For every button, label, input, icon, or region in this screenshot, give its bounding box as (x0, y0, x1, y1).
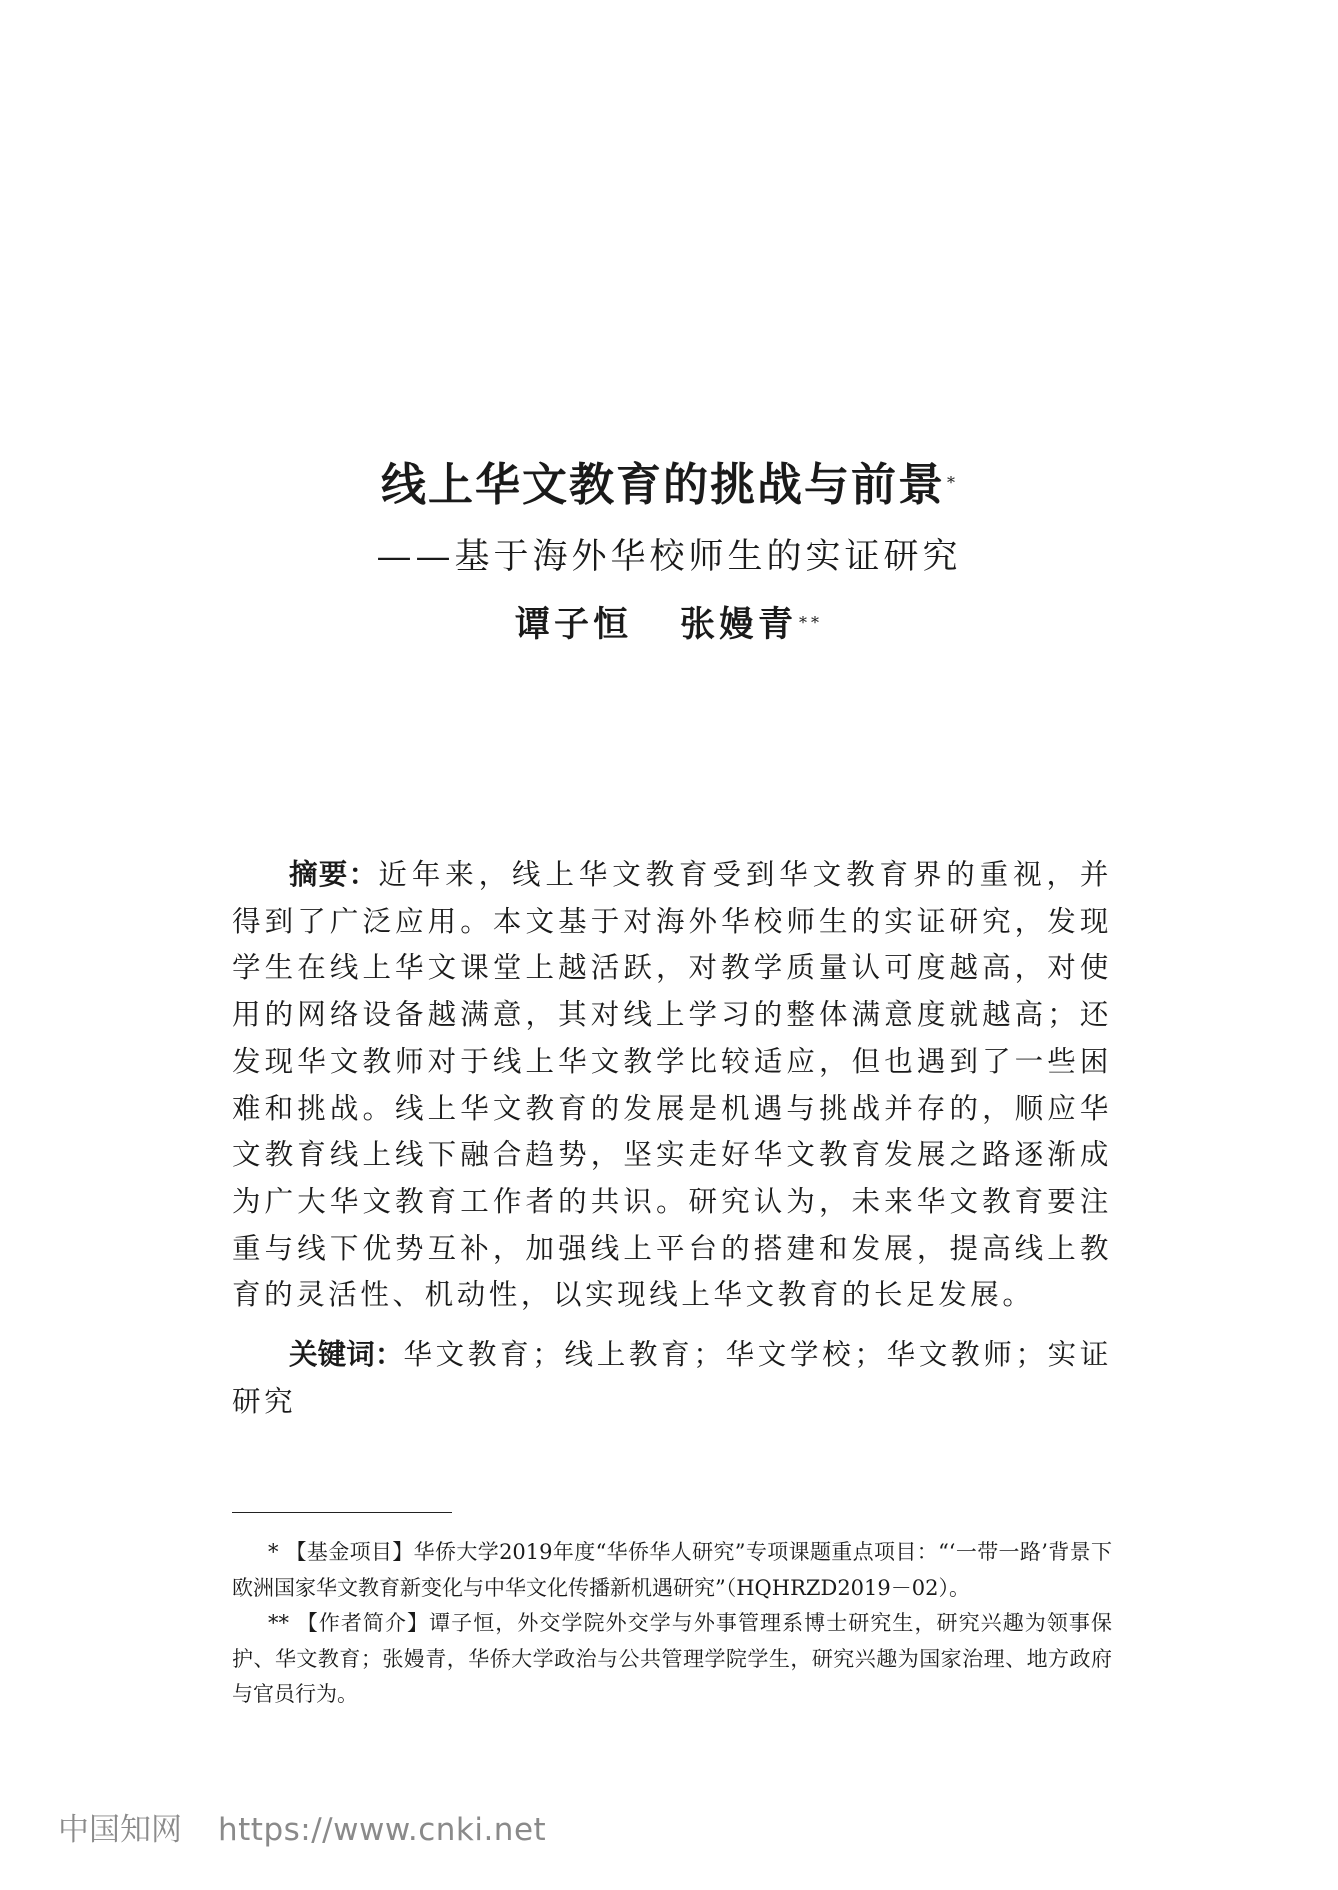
footnote-text: 【基金项目】华侨大学2019年度“华侨华人研究”专项课题重点项目：“‘一带一路’背景下欧洲国家华文教育新变化与中华文化传播新机遇研究”（HQHRZD2019－02）。 (232, 1540, 1112, 1600)
footnote-divider (232, 1512, 452, 1513)
watermark-site-name: 中国知网 (58, 1812, 182, 1848)
watermark-url: https://www.cnki.net (218, 1812, 547, 1848)
keywords (232, 1332, 1112, 1425)
author-name-2: 张嫚青 (680, 604, 798, 645)
footnote-mark: ** (268, 1611, 289, 1635)
author-line (0, 600, 1338, 650)
cnki-watermark (58, 1810, 546, 1850)
abstract-text: 近年来，线上华文教育受到华文教育界的重视，并得到了广泛应用。本文基于对海外华校师生的实证研究，发现学生在线上华文课堂上越活跃，对教学质量认可度越高，对使用的网络设备越满意，其对线上学习的整体满意度就越高；还发现华文教师对于线上华文教学比较适应，但也遇到了一些困难和挑战。线上华文教育的发展是机遇与挑战并存的，顺应华文教育线上线下融合趋势，坚实走好华文教育发展之路逐渐成为广大华文教育工作者的共识。研究认为，未来华文教育要注重与线下优势互补，加强线上平台的搭建和发展，提高线上教育的灵活性、机动性，以实现线上华文教育的长足发展。 (232, 858, 1112, 1312)
author-name-1: 谭子恒 (514, 604, 632, 645)
footnote-text: 【作者简介】谭子恒，外交学院外交学与外事管理系博士研究生，研究兴趣为领事保护、华文教育；张嫚青，华侨大学政治与公共管理学院学生，研究兴趣为国家治理、地方政府与官员行为。 (232, 1611, 1112, 1706)
title-text: 线上华文教育的挑战与前景 (380, 458, 945, 511)
keywords-text: 华文教育；线上教育；华文学校；华文教师；实证研究 (232, 1338, 1112, 1418)
footnote-funding (232, 1535, 1112, 1606)
paper-subtitle: ——基于海外华校师生的实证研究 (376, 537, 962, 577)
abstract-label: 摘要： (289, 858, 379, 891)
paper-title (0, 455, 1338, 515)
abstract (232, 852, 1112, 1319)
footnote-mark: * (268, 1540, 279, 1564)
author-footnote-mark: ** (799, 613, 824, 632)
keywords-label: 关键词： (289, 1338, 404, 1371)
title-footnote-mark: * (947, 473, 957, 492)
footnote-author-bio (232, 1606, 1112, 1713)
